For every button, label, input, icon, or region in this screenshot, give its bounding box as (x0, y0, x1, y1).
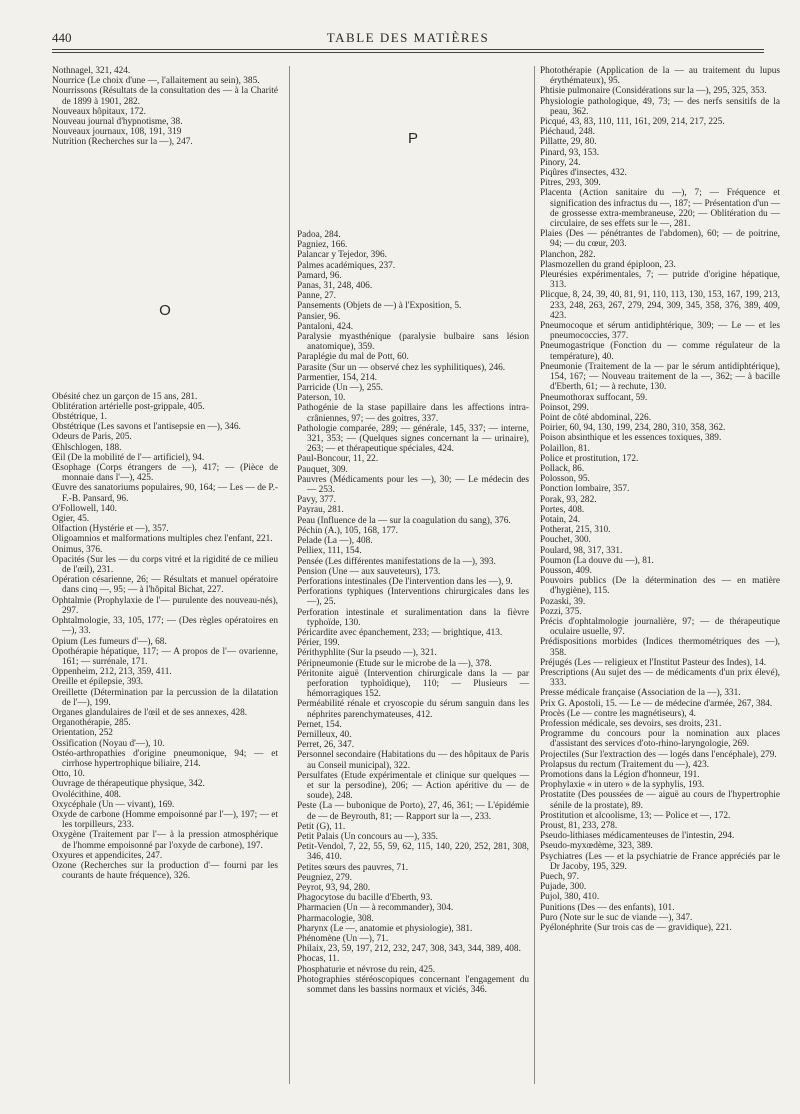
index-entry: Pamard, 96. (297, 270, 342, 281)
index-entries-n (52, 66, 278, 148)
index-entry: Perméabilité rénale et cryoscopie du sérum sanguin dans les néphrites parenchymateuses, 412. (297, 699, 529, 720)
index-entry: Pensée (Les différentes manifestations de la —), 393. (297, 556, 496, 567)
index-entry: Olfaction (Hystérie et —), 357. (52, 524, 169, 535)
index-entry: Petit Palais (Un concours au —), 335. (297, 831, 438, 842)
index-entry: Pseudo-lithiases médicamenteuses de l'intestin, 294. (540, 831, 735, 842)
index-entry: Nothnagel, 321, 424. (52, 66, 131, 76)
index-entry: Peste (La — bubonique de Porto), 27, 46, 361; — L'épidémie de — de Beyrouth, 81; — Rapport sur la —, 233. (297, 801, 529, 822)
index-entry: Pelade (La —), 408. (297, 536, 373, 547)
index-entries-p (297, 230, 529, 995)
index-entry: Pernet, 154. (297, 719, 342, 730)
index-entry: Phtisie pulmonaire (Considérations sur la —), 295, 325, 353. (540, 86, 767, 97)
index-entry: Profession médicale, ses devoirs, ses droits, 231. (540, 719, 722, 729)
index-entry: Orientation, 252 (52, 728, 113, 739)
index-entry: Psychiatres (Les — et la psychiatrie de France appréciés par le Dr Jacoby, 195, 329. (540, 851, 780, 872)
index-entry: Phagocytose du bacille d'Eberth, 93. (297, 893, 433, 904)
index-entry: Nourrice (Le choix d'une —, l'allaitement au sein), 385. (52, 76, 260, 87)
index-entry: Planchon, 282. (540, 249, 596, 260)
index-entry: Potherat, 215, 310. (540, 525, 611, 536)
index-entry: Pansements (Objets de —) à l'Exposition, 5. (297, 301, 462, 312)
index-entry: Payrau, 281. (297, 505, 344, 516)
index-entry: Oxygène (Traitement par l'— à la pression atmosphérique de l'homme empoisonné par l'oxyde de carbone), 197. (52, 830, 278, 851)
index-entry: Pauvres (Médicaments pour les —), 30; — Le médecin des — 253. (297, 474, 529, 496)
index-entry: Pharmacologie, 308. (297, 913, 374, 924)
index-entry: Obstétrique (Les savons et l'antisepsie en —), 346. (52, 422, 241, 433)
index-entry: Organes glandulaires de l'œil et de ses annexes, 428. (52, 707, 248, 718)
index-entry: Périthyphlite (Sur la pseudo —), 321. (297, 648, 437, 659)
index-entry: Ovolécithine, 408. (52, 789, 121, 800)
index-entry: Plaies (Des — pénétrantes de l'abdomen), 60; — de poitrine, 94; — du cœur, 203. (540, 229, 780, 250)
index-entry: Oligoamnios et malformations multiples chez l'enfant, 221. (52, 534, 273, 545)
index-entry: Pneumocoque et sérum antidiphtérique, 309; — Le — et les pneumococcies, 377. (540, 321, 780, 342)
index-entry: Ostéo-arthropathies d'origine pneumonique, 94; — et cirrhose hypertrophique biliaire, 214. (52, 748, 278, 769)
index-entry: Oxyde de carbone (Homme empoisonné par l'—), 197; — et les torpilleurs, 233. (52, 809, 278, 831)
index-entry: Procès (Le — contre les magnétiseurs), 4. (540, 708, 696, 719)
index-entry: Oppenheim, 212, 213, 359, 411. (52, 667, 172, 678)
index-entry: Nutrition (Recherches sur la —), 247. (52, 137, 193, 148)
index-entry: Pathogénie de la stase papillaire dans les affections intra-crâniennes, 97; — des goitres, 337. (297, 403, 529, 424)
index-entry: Promotions dans la Légion d'honneur, 191. (540, 770, 700, 781)
index-entry: Péripneumonie (Etude sur le microbe de la —), 378. (297, 658, 492, 669)
index-entry: Pagniez, 166. (297, 240, 348, 251)
index-entry: Plicque, 8, 24, 39, 40, 81, 91, 110, 113, 130, 153, 167, 199, 213, 233, 248, 263, 267, 279, 294, 309, 345, 358, 376, 389, 409, 423. (540, 290, 780, 321)
index-entry: Poison absinthique et les essences toxiques, 389. (540, 433, 722, 444)
page-header (52, 28, 764, 50)
index-entry: Peugniez, 279. (297, 872, 352, 883)
index-entry: Petites sœurs des pauvres, 71. (297, 862, 409, 873)
index-entry: Pozaski, 39. (540, 596, 586, 607)
index-entry: Pousson, 409. (540, 565, 592, 576)
index-entry: Opium (Les fumeurs d'—), 68. (52, 636, 167, 647)
index-entry: Pathologie comparée, 289; — générale, 145, 337; — interne, 321, 353; — (Quelques signes concernant la — urinaire), 263; — et thérapeutique spéciales, 424. (297, 423, 529, 455)
index-entry: Pantaloni, 424. (297, 321, 354, 332)
index-entry: Pinard, 93, 153. (540, 147, 600, 158)
index-entry: Photographies stéréoscopiques concernant l'engagement du sommet dans les bassins normaux et viciés, 346. (297, 974, 529, 996)
index-entry: Proust, 81, 233, 278. (540, 821, 618, 832)
index-entry: Œil (De la mobilité de l'— artificiel), 94. (52, 452, 205, 463)
index-entry: Photothérapie (Application de la — au traitement du lupus érythémateux), 95. (540, 66, 780, 87)
index-entry: Paraplégie du mal de Pott, 60. (297, 352, 409, 363)
index-entry: Pyélonéphrite (Sur trois cas de — gravidique), 221. (540, 923, 732, 934)
index-entry: Ouvrage de thérapeutique physique, 342. (52, 779, 205, 790)
index-entry: Œuvre des sanatoriums populaires, 90, 164; — Les — de P.-F.-B. Pansard, 96. (52, 483, 278, 504)
index-entry: Panas, 31, 248, 406. (297, 281, 373, 292)
index-entry: Nourrissons (Résultats de la consultation des — à la Charité de 1899 à 1901, 282. (52, 86, 278, 107)
index-entry: Pujade, 300. (540, 882, 587, 893)
index-entry: Point de côté abdominal, 226. (540, 412, 652, 423)
index-entry: Pozzi, 375. (540, 606, 582, 617)
index-entry: Prédispositions morbides (Indices thermométriques des —), 358. (540, 637, 780, 658)
section-letter-o: O (159, 301, 171, 319)
index-entry: Pseudo-myxœdème, 323, 389. (540, 841, 653, 852)
index-entry: Police et prostitution, 172. (540, 453, 639, 464)
index-entry: Parricide (Un —), 255. (297, 383, 383, 394)
index-entry: Pension (Une — aux sauveteurs), 173. (297, 566, 441, 577)
index-entry: Prostatite (Des poussées de — aiguë au cours de l'hypertrophie sénile de la prostate), 89. (540, 790, 780, 811)
index-column-1 (52, 66, 278, 881)
running-title: TABLE DES MATIÈRES (326, 30, 490, 45)
index-entry: Œhlschlogen, 188. (52, 442, 122, 453)
index-entry: Presse médicale française (Association de la —), 331. (540, 688, 741, 699)
index-entry: Poirier, 60, 94, 130, 199, 234, 280, 310, 358, 362. (540, 423, 726, 434)
index-column-2 (297, 66, 529, 995)
index-entry: Placenta (Action sanitaire du —), 7; — Fréquence et signification des infractus du —, 187; — Présentation d'un — de grossesse extra-membraneuse, 220; — Oblitération du — circulaire, de ses effets sur le —, 281. (540, 188, 780, 230)
index-entry: Pollack, 86. (540, 463, 585, 474)
index-entry: Pinory, 24. (540, 157, 581, 168)
index-entry: Phocas, 11. (297, 954, 340, 965)
index-entry: Oxyures et appendicites, 247. (52, 850, 163, 861)
index-entry: Phosphaturie et névrose du rein, 425. (297, 964, 436, 975)
index-entry: Oreille et épilepsie, 393. (52, 677, 144, 688)
index-entry: Œsophage (Corps étrangers de —), 417; — (Pièce de monnaie dans l'—), 425. (52, 463, 278, 484)
index-entry: Prophylaxie « in utero » de la syphylis, 193. (540, 780, 705, 791)
index-entry: Perforations intestinales (De l'intervention dans les —), 9. (297, 576, 513, 587)
index-entry: Prix G. Apostoli, 15. — Le — de médecine d'armée, 267, 384. (540, 698, 773, 709)
index-entry: Périer, 199. (297, 638, 340, 649)
index-entry: Puro (Note sur le suc de viande —), 347. (540, 912, 693, 923)
index-entry: Phénomène (Un —), 71. (297, 934, 389, 945)
index-entry: Pharynx (Le —, anatomie et physiologie), 381. (297, 923, 473, 934)
index-entry: Otto, 10. (52, 769, 85, 780)
index-entry: Pillatte, 29, 80. (540, 137, 597, 148)
index-entry: Ogier, 45. (52, 514, 90, 525)
index-entry: Pharmacien (Un — à recommander), 304. (297, 903, 454, 914)
index-entry: Pneumonie (Traitement de la — par le sérum antidiphtérique), 154, 167; — Nouveau traitement de la —, 362; — à bacille d'Eberth, 61; — à rechute, 130. (540, 361, 780, 393)
index-entry: Opacités (Sur les — du corps vitré et la rigidité de ce milieu de l'œil), 231. (52, 554, 278, 576)
index-entry: Peyrot, 93, 94, 280. (297, 883, 371, 893)
index-entry: Ossification (Noyau d'—), 10. (52, 738, 165, 749)
index-entry: Plasmozellen du grand épiploon, 23. (540, 259, 676, 270)
column-divider (289, 66, 290, 1084)
index-entry: Opération césarienne, 26; — Résultats et manuel opératoire dans cinq —, 95; — à l'hôpital Bichat, 227. (52, 575, 278, 596)
index-entry: Personnel secondaire (Habitations du — des hôpitaux de Paris au Conseil municipal), 322. (297, 750, 529, 771)
index-entry: Nouveaux journaux, 108, 191, 319 (52, 127, 182, 138)
index-entry: Parasite (Sur un — observé chez les syphilitiques), 246. (297, 362, 506, 373)
index-entry: Puech, 97. (540, 872, 579, 883)
index-entry: Perforation intestinale et suralimentation dans la fièvre typhoïde, 130. (297, 607, 529, 628)
index-entry: Pernilleux, 40. (297, 729, 352, 740)
index-entry: Préjugés (Les — religieux et l'Institut Pasteur des Indes), 14. (540, 657, 767, 668)
index-entry: Portes, 408. (540, 504, 585, 515)
index-entry: Pouvoirs publics (De la détermination des — en matière d'hygiène), 115. (540, 576, 780, 597)
index-entry: Pneumothorax suffocant, 59. (540, 392, 648, 403)
index-entry: Padoa, 284. (297, 230, 341, 240)
index-entry: Potain, 24. (540, 514, 581, 525)
column-divider (534, 66, 535, 1084)
index-entry: Prolapsus du rectum (Traitement du —), 423. (540, 759, 710, 770)
index-entry: Ponction lombaire, 357. (540, 484, 630, 495)
index-entry: Paul-Boncour, 11, 22. (297, 454, 379, 465)
index-entry: Ozone (Recherches sur la production d'— fourni par les courants de haute fréquence), 326. (52, 860, 278, 882)
index-entry: Oblitération artérielle post-grippale, 405. (52, 401, 205, 412)
index-entry: Prescriptions (Au sujet des — de médicaments d'un prix élevé), 333. (540, 667, 780, 689)
index-entry: Péricardite avec épanchement, 233; — brightique, 413. (297, 627, 503, 638)
index-entry: Poulard, 98, 317, 331. (540, 545, 623, 556)
index-entry: Pauquet, 309. (297, 464, 348, 475)
index-entry: Précis d'ophtalmologie journalière, 97; — de thérapeutique oculaire usuelle, 97. (540, 616, 780, 638)
index-entry: Palmes académiques, 237. (297, 260, 396, 271)
index-entry: Prostitution et alcoolisme, 13; — Police et —, 172. (540, 810, 731, 821)
index-entry: Porak, 93, 282. (540, 494, 597, 505)
index-entry: Organothérapie, 285. (52, 718, 131, 729)
index-column-3 (540, 66, 780, 933)
index-entry: Persulfates (Etude expérimentale et clinique sur quelques — et sur la persodine), 206; — Action apéritive du — de soude), 248. (297, 770, 529, 802)
index-entry: Pelliex, 111, 154. (297, 546, 362, 557)
index-entry: Peau (Influence de la — sur la coagulation du sang), 376. (297, 515, 511, 526)
index-entry: Nouveaux hôpitaux, 172. (52, 106, 146, 117)
index-entry: Paralysie myasthénique (paralysie bulbaire sans lésion anatomique), 359. (297, 332, 529, 353)
index-entry: Poumon (La douve du —), 81. (540, 555, 654, 566)
index-entry: Pitres, 293, 309. (540, 178, 601, 189)
index-entry: Pleurésies expérimentales, 7; — putride d'origine hépatique, 313. (540, 270, 780, 291)
index-entry: Ophtalmie (Prophylaxie de l'— purulente des nouveau-nés), 297. (52, 595, 278, 616)
index-entry: Pansier, 96. (297, 311, 341, 322)
index-entry: Perret, 26, 347. (297, 740, 355, 751)
index-entry: Punitions (Des — des enfants), 101. (540, 902, 675, 913)
index-entry: Pneumogastrique (Fonction du — comme régulateur de la température), 40. (540, 341, 780, 362)
index-entry: Programme du concours pour la nomination aux places d'assistant des services d'oto-rhino-laryngologie, 269. (540, 729, 780, 750)
index-entry: Polaillon, 81. (540, 443, 590, 454)
index-entry: Pouchet, 300. (540, 535, 591, 546)
index-entry: Oxycéphale (Un — vivant), 169. (52, 799, 175, 810)
page-number: 440 (52, 30, 72, 45)
header-rule-double (52, 52, 764, 53)
index-entry: Nouveau journal d'hypnotisme, 38. (52, 117, 183, 128)
index-entry: Polosson, 95. (540, 474, 590, 485)
index-entry: Petit (G), 11. (297, 821, 346, 832)
index-entry: Oreillette (Détermination par la percussion de la dilatation de l'—), 199. (52, 687, 278, 708)
index-entry: Pujol, 380, 410. (540, 892, 600, 903)
index-entry: Poinsot, 299. (540, 402, 589, 413)
index-entry: Parmentier, 154, 214. (297, 372, 377, 383)
index-entry: O'Followell, 140. (52, 503, 117, 514)
index-entry: Péchin (A.), 105, 168, 177. (297, 525, 398, 536)
index-entry: Obésité chez un garçon de 15 ans, 281. (52, 391, 198, 402)
index-entry: Odeurs de Paris, 205. (52, 432, 132, 443)
index-entry: Opothérapie hépatique, 117; — A propos de l'— ovarienne, 161; — surrénale, 171. (52, 646, 278, 667)
index-entry: Piqûres d'insectes, 432. (540, 168, 627, 179)
index-entry: Péritonite aiguë (Intervention chirurgicale dans la — par perforation typhoïdique), 110; — Plusieurs — hémorragiques 152. (297, 668, 529, 700)
section-letter-p: P (407, 130, 418, 147)
index-entry: Piéchaud, 248. (540, 127, 595, 138)
header-rule (52, 49, 764, 50)
index-entry: Philaix, 23, 59, 197, 212, 232, 247, 308, 343, 344, 389, 408. (297, 944, 521, 955)
index-entry: Petit-Vendol, 7, 22, 55, 59, 62, 115, 140, 220, 252, 281, 308, 346, 410. (297, 842, 529, 863)
index-entry: Onimus, 376. (52, 544, 103, 555)
index-entry: Physiologie pathologique, 49, 73; — des nerfs sensitifs de la peau, 362. (540, 96, 780, 117)
index-entries-p-continued (540, 66, 780, 933)
index-entries-o (52, 392, 278, 882)
index-entry: Projectiles (Sur l'extraction des — logés dans l'encéphale), 279. (540, 749, 777, 760)
index-entry: Paterson, 10. (297, 393, 346, 404)
index-entry: Ophtalmologie, 33, 105, 177; — (Des règles opératoires en —), 33. (52, 616, 278, 637)
index-entry: Picqué, 43, 83, 110, 111, 161, 209, 214, 217, 225. (540, 117, 725, 128)
index-entry: Panne, 27. (297, 291, 336, 302)
index-entry: Pavy, 377. (297, 495, 336, 506)
index-entry: Obstétrique, 1. (52, 412, 107, 423)
index-entry: Palancar y Tejedor, 396. (297, 250, 387, 261)
index-entry: Perforations typhiques (Interventions chirurgicales dans les —), 25. (297, 587, 529, 608)
